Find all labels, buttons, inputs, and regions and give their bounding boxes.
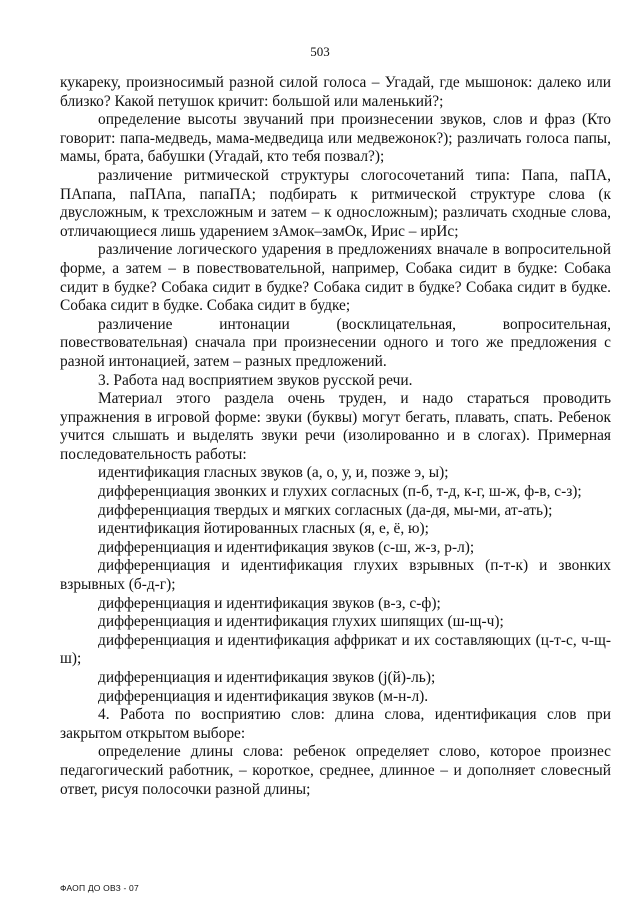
body-paragraph: идентификация гласных звуков (а, о, у, и, позже э, ы); [98, 464, 449, 482]
page-number: 503 [310, 44, 330, 59]
body-paragraph: дифференциация и идентификация звуков (м-н-л). [98, 687, 429, 705]
body-paragraph: кукареку, произносимый разной силой голоса – Угадай, где мышонок: далеко или близко? Какой петушок кричит: большой или маленький?; [60, 74, 611, 110]
body-paragraph: дифференциация и идентификация глухих шипящих (ш-щ-ч); [98, 613, 504, 631]
body-paragraph: дифференциация и идентификация звуков (с-ш, ж-з, р-л); [98, 538, 475, 556]
body-paragraph: 4. Работа по восприятию слов: длина слова, идентификация слов при закрытом открытом выборе: [60, 706, 611, 742]
body-paragraph: дифференциация и идентификация аффрикат и их составляющих (ц-т-с, ч-щ-ш); [60, 631, 611, 668]
body-paragraph: дифференциация и идентификация звуков (в-з, с-ф); [98, 594, 441, 612]
body-paragraph: различение интонации (восклицательная, вопросительная, повествовательная) сначала при произнесении одного и того же предложения с разной интонацией, затем – разных предложений. [60, 315, 611, 370]
document-body [60, 74, 611, 799]
body-paragraph: дифференциация твердых и мягких согласных (да-дя, мы-ми, ат-ать); [98, 501, 553, 519]
body-paragraph: Материал этого раздела очень труден, и надо стараться проводить упражнения в игровой форме: звуки (буквы) могут бегать, плавать, спать. Ребенок учится слышать и выделять звуки речи (изолированно и в слогах). Примерная последовательность работы: [60, 390, 611, 463]
body-paragraph: дифференциация и идентификация глухих взрывных (п-т-к) и звонких взрывных (б-д-г); [60, 557, 611, 594]
body-paragraph: дифференциация звонких и глухих согласных (п-б, т-д, к-г, ш-ж, ф-в, с-з); [98, 483, 582, 501]
body-paragraph: определение высоты звучаний при произнесении звуков, слов и фраз (Кто говорит: папа-медведь, мама-медведица или медвежонок?); различать голоса папы, мамы, брата, бабушки (Угадай, кто тебя позвал?); [60, 111, 611, 166]
body-paragraph: определение длины слова: ребенок определяет слово, которое произнес педагогический работник, – короткое, среднее, длинное – и дополняет словесный ответ, рисуя полосочки разной длины; [60, 743, 611, 798]
body-paragraph: идентификация йотированных гласных (я, е, ё, ю); [98, 520, 429, 538]
document-footer: ФАОП ДО ОВЗ - 07 [60, 883, 139, 893]
body-paragraph: 3. Работа над восприятием звуков русской речи. [98, 371, 413, 389]
body-paragraph: дифференциация и идентификация звуков (j(й)-ль); [98, 669, 436, 686]
body-paragraph: различение ритмической структуры слогосочетаний типа: Папа, паПА, ПАпапа, паПАпа, папаПА; подбирать к ритмической структуре слова (к двусложным, к трехсложным и затем – к односложным); различать сходные слова, отличающиеся лишь ударением зАмок–замОк, Ирис – ирИс; [60, 166, 611, 240]
body-paragraph: различение логического ударения в предложениях вначале в вопросительной форме, а затем – в повествовательной, например, Собака сидит в будке: Собака сидит в будке? Собака сидит в будке? Собака сидит в будке? Собака сидит в будке. Собака сидит в будке. Собака сидит в будке; [60, 241, 611, 315]
